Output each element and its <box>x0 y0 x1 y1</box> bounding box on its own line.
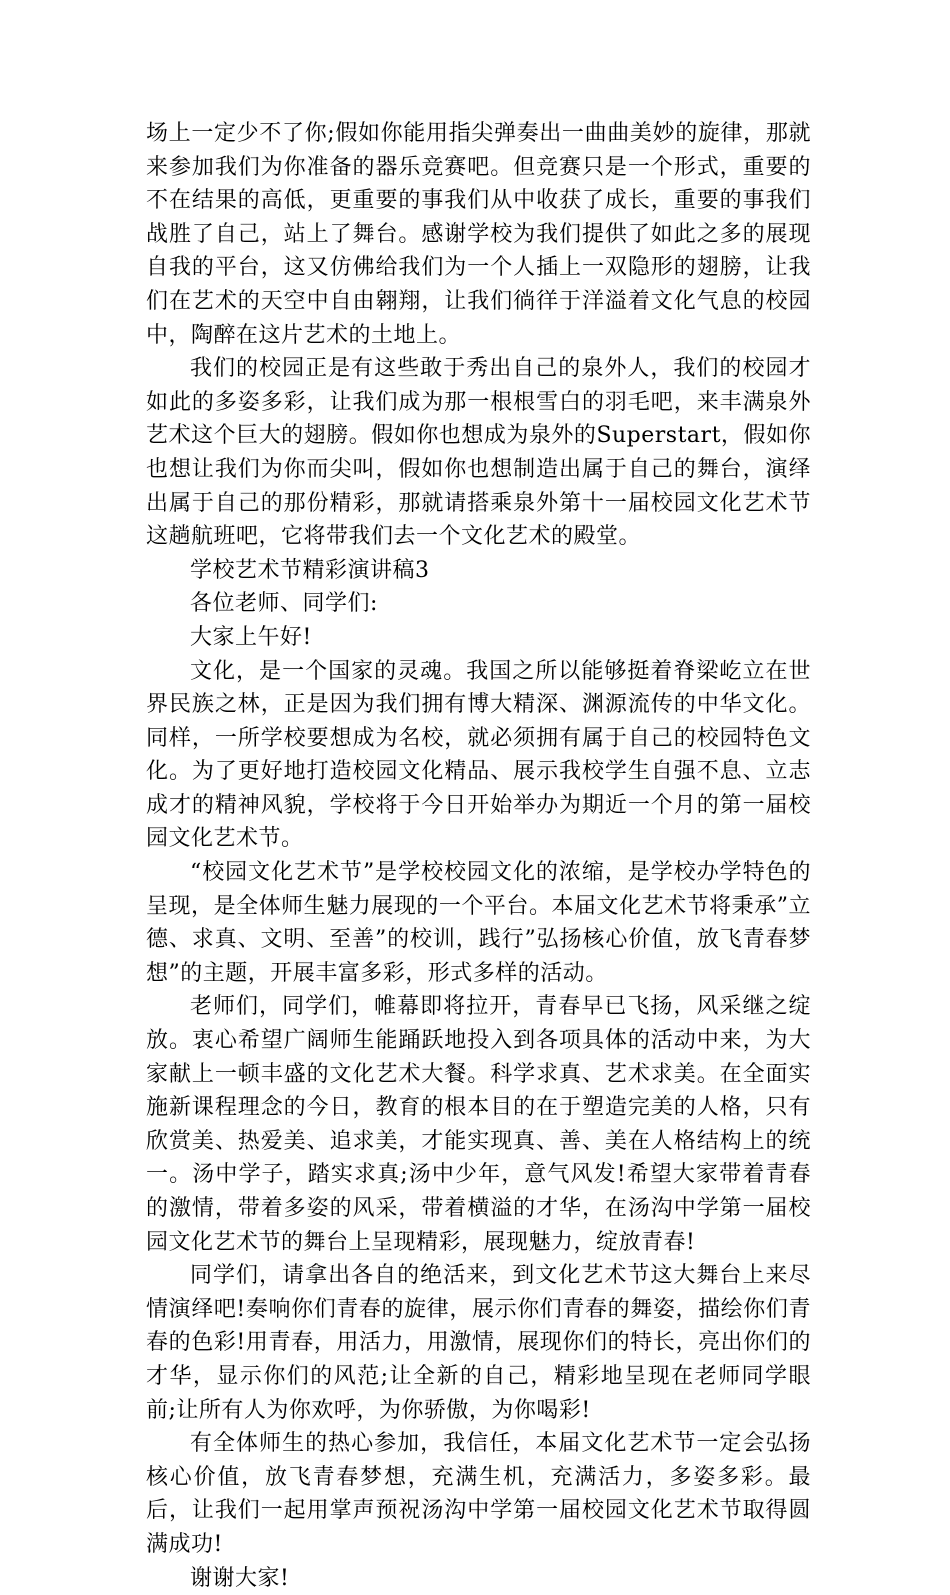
paragraph-culture: 文化，是一个国家的灵魂。我国之所以能够挺着脊梁屹立在世界民族之林，正是因为我们拥有博大精深、渊源流传的中华文化。同样，一所学校要想成为名校，就必须拥有属于自己的校园特色文化。为了更好地打造校园文化精品、展示我校学生自强不息、立志成才的精神风貌，学校将于今日开始举办为期近一个月的第一届校园文化艺术节。 <box>146 658 811 852</box>
greeting: 大家上午好! <box>190 624 312 650</box>
speech-title: 学校艺术节精彩演讲稿3 <box>190 557 430 583</box>
paragraph-continuation: 场上一定少不了你;假如你能用指尖弹奏出一曲曲美妙的旋律，那就来参加我们为你准备的器乐竞赛吧。但竞赛只是一个形式，重要的不在结果的高低，更重要的事我们从中收获了成长，重要的事我们战胜了自己，站上了舞台。感谢学校为我们提供了如此之多的展现自我的平台，这又仿佛给我们为一个人插上一双隐形的翅膀，让我们在艺术的天空中自由翱翔，让我们徜徉于洋溢着文化气息的校园中，陶醉在这片艺术的土地上。 <box>146 121 811 348</box>
paragraph-campus-superstar: 我们的校园正是有这些敢于秀出自己的泉外人，我们的校园才如此的多姿多彩，让我们成为那一根根雪白的羽毛吧，来丰满泉外艺术这个巨大的翅膀。假如你也想成为泉外的Superstart，假如你也想让我们为你而尖叫，假如你也想制造出属于自己的舞台，演绎出属于自己的那份精彩，那就请搭乘泉外第十一届校园文化艺术节这趟航班吧，它将带我们去一个文化艺术的殿堂。 <box>146 356 811 550</box>
document-body <box>146 117 811 1595</box>
salutation: 各位老师、同学们: <box>190 591 378 617</box>
paragraph-closing-wishes: 有全体师生的热心参加，我信任，本届文化艺术节一定会弘扬核心价值，放飞青春梦想，充满生机，充满活力，多姿多彩。最后，让我们一起用掌声预祝汤沟中学第一届校园文化艺术节取得圆满成功! <box>146 1431 811 1557</box>
paragraph-teachers-students: 老师们，同学们，帷幕即将拉开，青春早已飞扬，风采继之绽放。衷心希望广阔师生能踊跃地投入到各项具体的活动中来，为大家献上一顿丰盛的文化艺术大餐。科学求真、艺术求美。在全面实施新课程理念的今日，教育的根本目的在于塑造完美的人格，只有欣赏美、热爱美、追求美，才能实现真、善、美在人格结构上的统一。汤中学子，踏实求真;汤中少年，意气风发!希望大家带着青春的激情，带着多姿的风采，带着横溢的才华，在汤沟中学第一届校园文化艺术节的舞台上呈现精彩，展现魅力，绽放青春! <box>146 994 811 1255</box>
paragraph-call-to-students: 同学们，请拿出各自的绝活来，到文化艺术节这大舞台上来尽情演绎吧!奏响你们青春的旋律，展示你们青春的舞姿，描绘你们青春的色彩!用青春，用活力，用激情，展现你们的特长，亮出你们的才华，显示你们的风范;让全新的自己，精彩地呈现在老师同学眼前;让所有人为你欢呼，为你骄傲，为你喝彩! <box>146 1263 811 1423</box>
thanks: 谢谢大家! <box>190 1565 290 1591</box>
paragraph-festival-theme: “校园文化艺术节”是学校校园文化的浓缩，是学校办学特色的呈现，是全体师生魅力展现的一个平台。本届文化艺术节将秉承”立德、求真、文明、至善”的校训，践行”弘扬核心价值，放飞青春梦想”的主题，开展丰富多彩，形式多样的活动。 <box>146 860 811 986</box>
